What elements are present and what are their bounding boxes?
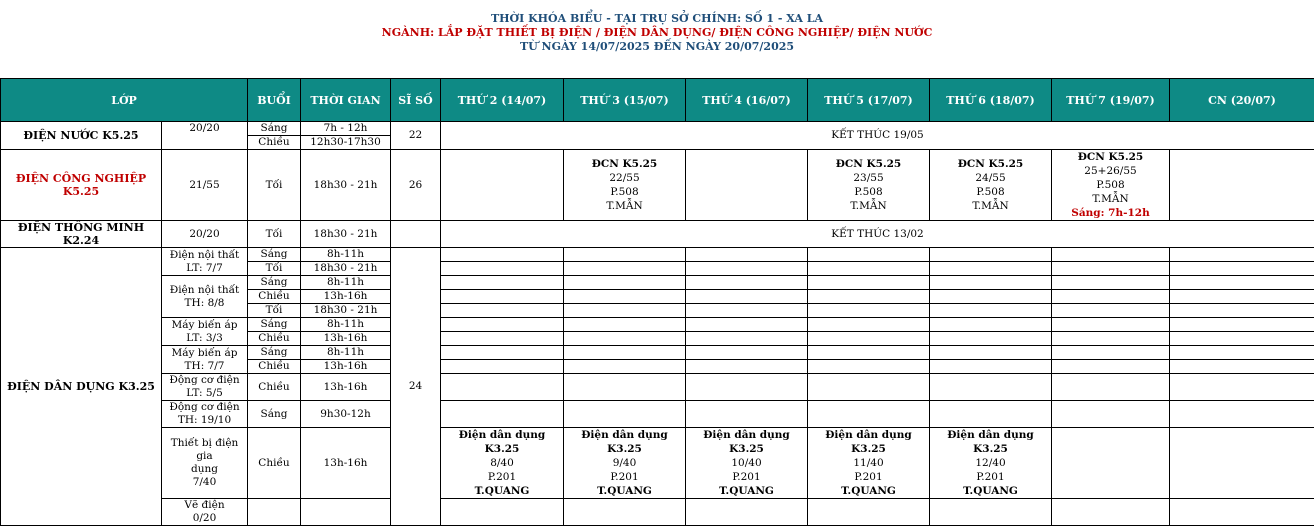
class-name-line2: K2.24 [1,234,161,247]
cell-fri [930,499,1052,526]
table-row [1,401,1314,428]
cell-mon [441,499,564,526]
cell-mon [441,332,564,346]
lesson-room: P.201 [441,470,563,484]
lesson-teacher: T.QUANG [564,484,685,498]
lesson-progress: 23/55 [808,171,929,185]
cell-thu [808,248,930,262]
class-name [1,221,162,248]
class-progress: 21/55 [162,150,248,221]
cell-thu [808,332,930,346]
col-header-fri: THỨ 6 (18/07) [930,79,1052,122]
cell-mon [441,290,564,304]
session: Sáng [248,318,301,332]
subject-progress: LT: 3/3 [162,332,247,345]
session: Sáng [248,248,301,262]
lesson-room: P.201 [808,470,929,484]
col-header-mon: THỨ 2 (14/07) [441,79,564,122]
col-header-sun: CN (20/07) [1170,79,1314,122]
cell-tue [564,374,686,401]
class-progress: 20/20 [162,122,248,150]
class-size: 26 [391,150,441,221]
subject-name: Máy biến áp [162,319,247,332]
cell-tue [564,346,686,360]
subject-name: Vẽ điện [162,499,247,512]
subject-name: Động cơ điện [162,401,247,414]
lesson-progress: 8/40 [441,456,563,470]
class-note: KẾT THÚC 13/02 [441,221,1314,248]
cell-sun [1170,304,1314,318]
time: 13h-16h [301,360,391,374]
time: 8h-11h [301,346,391,360]
col-header-session: BUỔI [248,79,301,122]
cell-mon [441,150,564,221]
cell-tue [564,150,686,221]
cell-sat [1052,248,1170,262]
table-row [1,499,1314,526]
session: Chiều [248,428,301,499]
cell-sun [1170,428,1314,499]
lesson-teacher: T.MẪN [930,199,1051,213]
session: Chiều [248,374,301,401]
lesson-progress: 9/40 [564,456,685,470]
lesson-teacher: T.QUANG [686,484,807,498]
subject-name: Điện nội thất [162,249,247,262]
cell-wed [686,290,808,304]
cell-fri [930,401,1052,428]
cell-thu [808,262,930,276]
cell-thu [808,499,930,526]
schedule-title: THỜI KHÓA BIỂU - TẠI TRỤ SỞ CHÍNH: SỐ 1 - XA LA [0,12,1314,26]
class-size: 24 [391,248,441,526]
subject-progress: LT: 5/5 [162,387,247,400]
cell-mon [441,401,564,428]
cell-sun [1170,374,1314,401]
session: Sáng [248,276,301,290]
cell-wed [686,262,808,276]
lesson-progress: 22/55 [564,171,685,185]
lesson-teacher: T.QUANG [441,484,563,498]
lesson-progress: 10/40 [686,456,807,470]
lesson-progress: 24/55 [930,171,1051,185]
lesson-title: ĐCN K5.25 [1052,150,1169,164]
cell-wed [686,374,808,401]
cell-mon [441,428,564,499]
subject [162,401,248,428]
cell-sat [1052,499,1170,526]
class-progress: 20/20 [162,221,248,248]
col-header-thu: THỨ 5 (17/07) [808,79,930,122]
lesson-room: P.508 [1052,178,1169,192]
cell-fri [930,290,1052,304]
table-row [1,248,1314,262]
schedule-major: NGÀNH: LẮP ĐẶT THIẾT BỊ ĐIỆN / ĐIỆN DÂN DỤNG/ ĐIỆN CÔNG NGHIỆP/ ĐIỆN NƯỚC [0,26,1314,40]
cell-sat [1052,290,1170,304]
class-name-line1: ĐIỆN THÔNG MINH [1,221,161,234]
cell-thu [808,304,930,318]
cell-sat [1052,304,1170,318]
cell-tue [564,318,686,332]
table-row [1,346,1314,360]
class-name: ĐIỆN CÔNG NGHIỆP K5.25 [1,150,162,221]
session: Sáng [248,401,301,428]
cell-sun [1170,248,1314,262]
cell-fri [930,318,1052,332]
cell-fri [930,428,1052,499]
session: Sáng [248,122,301,136]
lesson-teacher: T.QUANG [808,484,929,498]
subject [162,374,248,401]
time: 8h-11h [301,318,391,332]
session: Sáng [248,346,301,360]
cell-sun [1170,346,1314,360]
session: Tối [248,150,301,221]
cell-thu [808,346,930,360]
cell-wed [686,401,808,428]
session: Tối [248,221,301,248]
subject-progress: LT: 7/7 [162,262,247,275]
lesson-room: P.201 [686,470,807,484]
cell-sun [1170,318,1314,332]
cell-sun [1170,276,1314,290]
table-row [1,428,1314,499]
subject-name: Điện nội thất [162,284,247,297]
cell-fri [930,248,1052,262]
lesson-progress: 11/40 [808,456,929,470]
table-row [1,276,1314,290]
lesson-teacher: T.QUANG [930,484,1051,498]
class-name: ĐIỆN DÂN DỤNG K3.25 [1,248,162,526]
time: 13h-16h [301,374,391,401]
cell-sat [1052,360,1170,374]
cell-fri [930,304,1052,318]
col-header-sat: THỨ 7 (19/07) [1052,79,1170,122]
class-size: 22 [391,122,441,150]
subject [162,318,248,346]
cell-wed [686,499,808,526]
table-row [1,150,1314,221]
cell-fri [930,346,1052,360]
lesson-room: P.201 [930,470,1051,484]
lesson-progress: 12/40 [930,456,1051,470]
time: 18h30 - 21h [301,262,391,276]
subject [162,248,248,276]
cell-thu [808,276,930,290]
cell-mon [441,374,564,401]
cell-tue [564,290,686,304]
lesson-room: P.201 [564,470,685,484]
cell-wed [686,150,808,221]
cell-fri [930,276,1052,290]
time: 8h-11h [301,248,391,262]
session: Chiều [248,136,301,150]
col-header-time: THỜI GIAN [301,79,391,122]
cell-thu [808,318,930,332]
cell-thu [808,150,930,221]
time [301,499,391,526]
lesson-room: P.508 [564,185,685,199]
cell-sun [1170,150,1314,221]
lesson-extra: Sáng: 7h-12h [1052,206,1169,220]
cell-sun [1170,401,1314,428]
session: Chiều [248,290,301,304]
subject-progress: TH: 7/7 [162,360,247,373]
cell-sun [1170,332,1314,346]
session [248,499,301,526]
cell-fri [930,374,1052,401]
schedule-date-range: TỪ NGÀY 14/07/2025 ĐẾN NGÀY 20/07/2025 [0,40,1314,54]
time: 13h-16h [301,428,391,499]
time: 8h-11h [301,276,391,290]
cell-mon [441,346,564,360]
header-row [1,79,1314,122]
cell-fri [930,150,1052,221]
subject-progress: TH: 19/10 [162,414,247,427]
lesson-teacher: T.MẪN [564,199,685,213]
lesson-teacher: T.MẪN [1052,192,1169,206]
timetable [0,78,1314,526]
table-row [1,318,1314,332]
table-row [1,122,1314,136]
cell-thu [808,360,930,374]
cell-wed [686,346,808,360]
subject-name: Thiết bị điện gia [162,437,247,463]
lesson-room: P.508 [930,185,1051,199]
cell-sat [1052,401,1170,428]
lesson-title: Điện dân dụng K3.25 [441,428,563,456]
cell-tue [564,304,686,318]
cell-tue [564,499,686,526]
col-header-size: SĨ SỐ [391,79,441,122]
cell-tue [564,401,686,428]
cell-sat [1052,346,1170,360]
lesson-title: ĐCN K5.25 [930,157,1051,171]
col-header-class: LỚP [1,79,248,122]
time: 9h30-12h [301,401,391,428]
cell-tue [564,428,686,499]
schedule-header [0,0,1314,78]
class-size [391,221,441,248]
class-name: ĐIỆN NƯỚC K5.25 [1,122,162,150]
subject [162,346,248,374]
session: Chiều [248,332,301,346]
cell-wed [686,318,808,332]
cell-fri [930,262,1052,276]
cell-fri [930,332,1052,346]
cell-sat [1052,428,1170,499]
lesson-title: Điện dân dụng K3.25 [808,428,929,456]
table-row [1,374,1314,401]
time: 13h-16h [301,290,391,304]
col-header-wed: THỨ 4 (16/07) [686,79,808,122]
time: 7h - 12h [301,122,391,136]
cell-sat [1052,150,1170,221]
cell-wed [686,304,808,318]
subject-name: Máy biến áp [162,347,247,360]
cell-thu [808,428,930,499]
time: 18h30 - 21h [301,150,391,221]
cell-sun [1170,290,1314,304]
cell-wed [686,428,808,499]
cell-sat [1052,318,1170,332]
time: 13h-16h [301,332,391,346]
cell-thu [808,374,930,401]
cell-wed [686,360,808,374]
cell-fri [930,360,1052,374]
time: 18h30 - 21h [301,304,391,318]
cell-mon [441,276,564,290]
session: Chiều [248,360,301,374]
cell-sat [1052,276,1170,290]
cell-mon [441,360,564,374]
cell-tue [564,248,686,262]
cell-wed [686,276,808,290]
lesson-progress: 25+26/55 [1052,164,1169,178]
cell-thu [808,401,930,428]
cell-sat [1052,262,1170,276]
lesson-title: ĐCN K5.25 [808,157,929,171]
cell-wed [686,248,808,262]
lesson-title: Điện dân dụng K3.25 [930,428,1051,456]
cell-sun [1170,499,1314,526]
subject-name: Động cơ điện [162,374,247,387]
subject [162,428,248,499]
subject-progress: 7/40 [162,476,247,489]
lesson-room: P.508 [808,185,929,199]
lesson-title: ĐCN K5.25 [564,157,685,171]
cell-tue [564,360,686,374]
lesson-teacher: T.MẪN [808,199,929,213]
cell-sun [1170,360,1314,374]
cell-wed [686,332,808,346]
subject-progress: 0/20 [162,512,247,525]
cell-sat [1052,374,1170,401]
cell-mon [441,318,564,332]
subject [162,499,248,526]
cell-mon [441,304,564,318]
class-note: KẾT THÚC 19/05 [441,122,1314,150]
session: Tối [248,262,301,276]
cell-sat [1052,332,1170,346]
subject-progress: TH: 8/8 [162,297,247,310]
time: 12h30-17h30 [301,136,391,150]
table-row [1,221,1314,248]
subject-name-cont: dụng [162,463,247,476]
cell-tue [564,276,686,290]
session: Tối [248,304,301,318]
lesson-title: Điện dân dụng K3.25 [564,428,685,456]
cell-tue [564,332,686,346]
lesson-title: Điện dân dụng K3.25 [686,428,807,456]
subject [162,276,248,318]
cell-sun [1170,262,1314,276]
col-header-tue: THỨ 3 (15/07) [564,79,686,122]
cell-tue [564,262,686,276]
cell-mon [441,248,564,262]
time: 18h30 - 21h [301,221,391,248]
cell-mon [441,262,564,276]
cell-thu [808,290,930,304]
